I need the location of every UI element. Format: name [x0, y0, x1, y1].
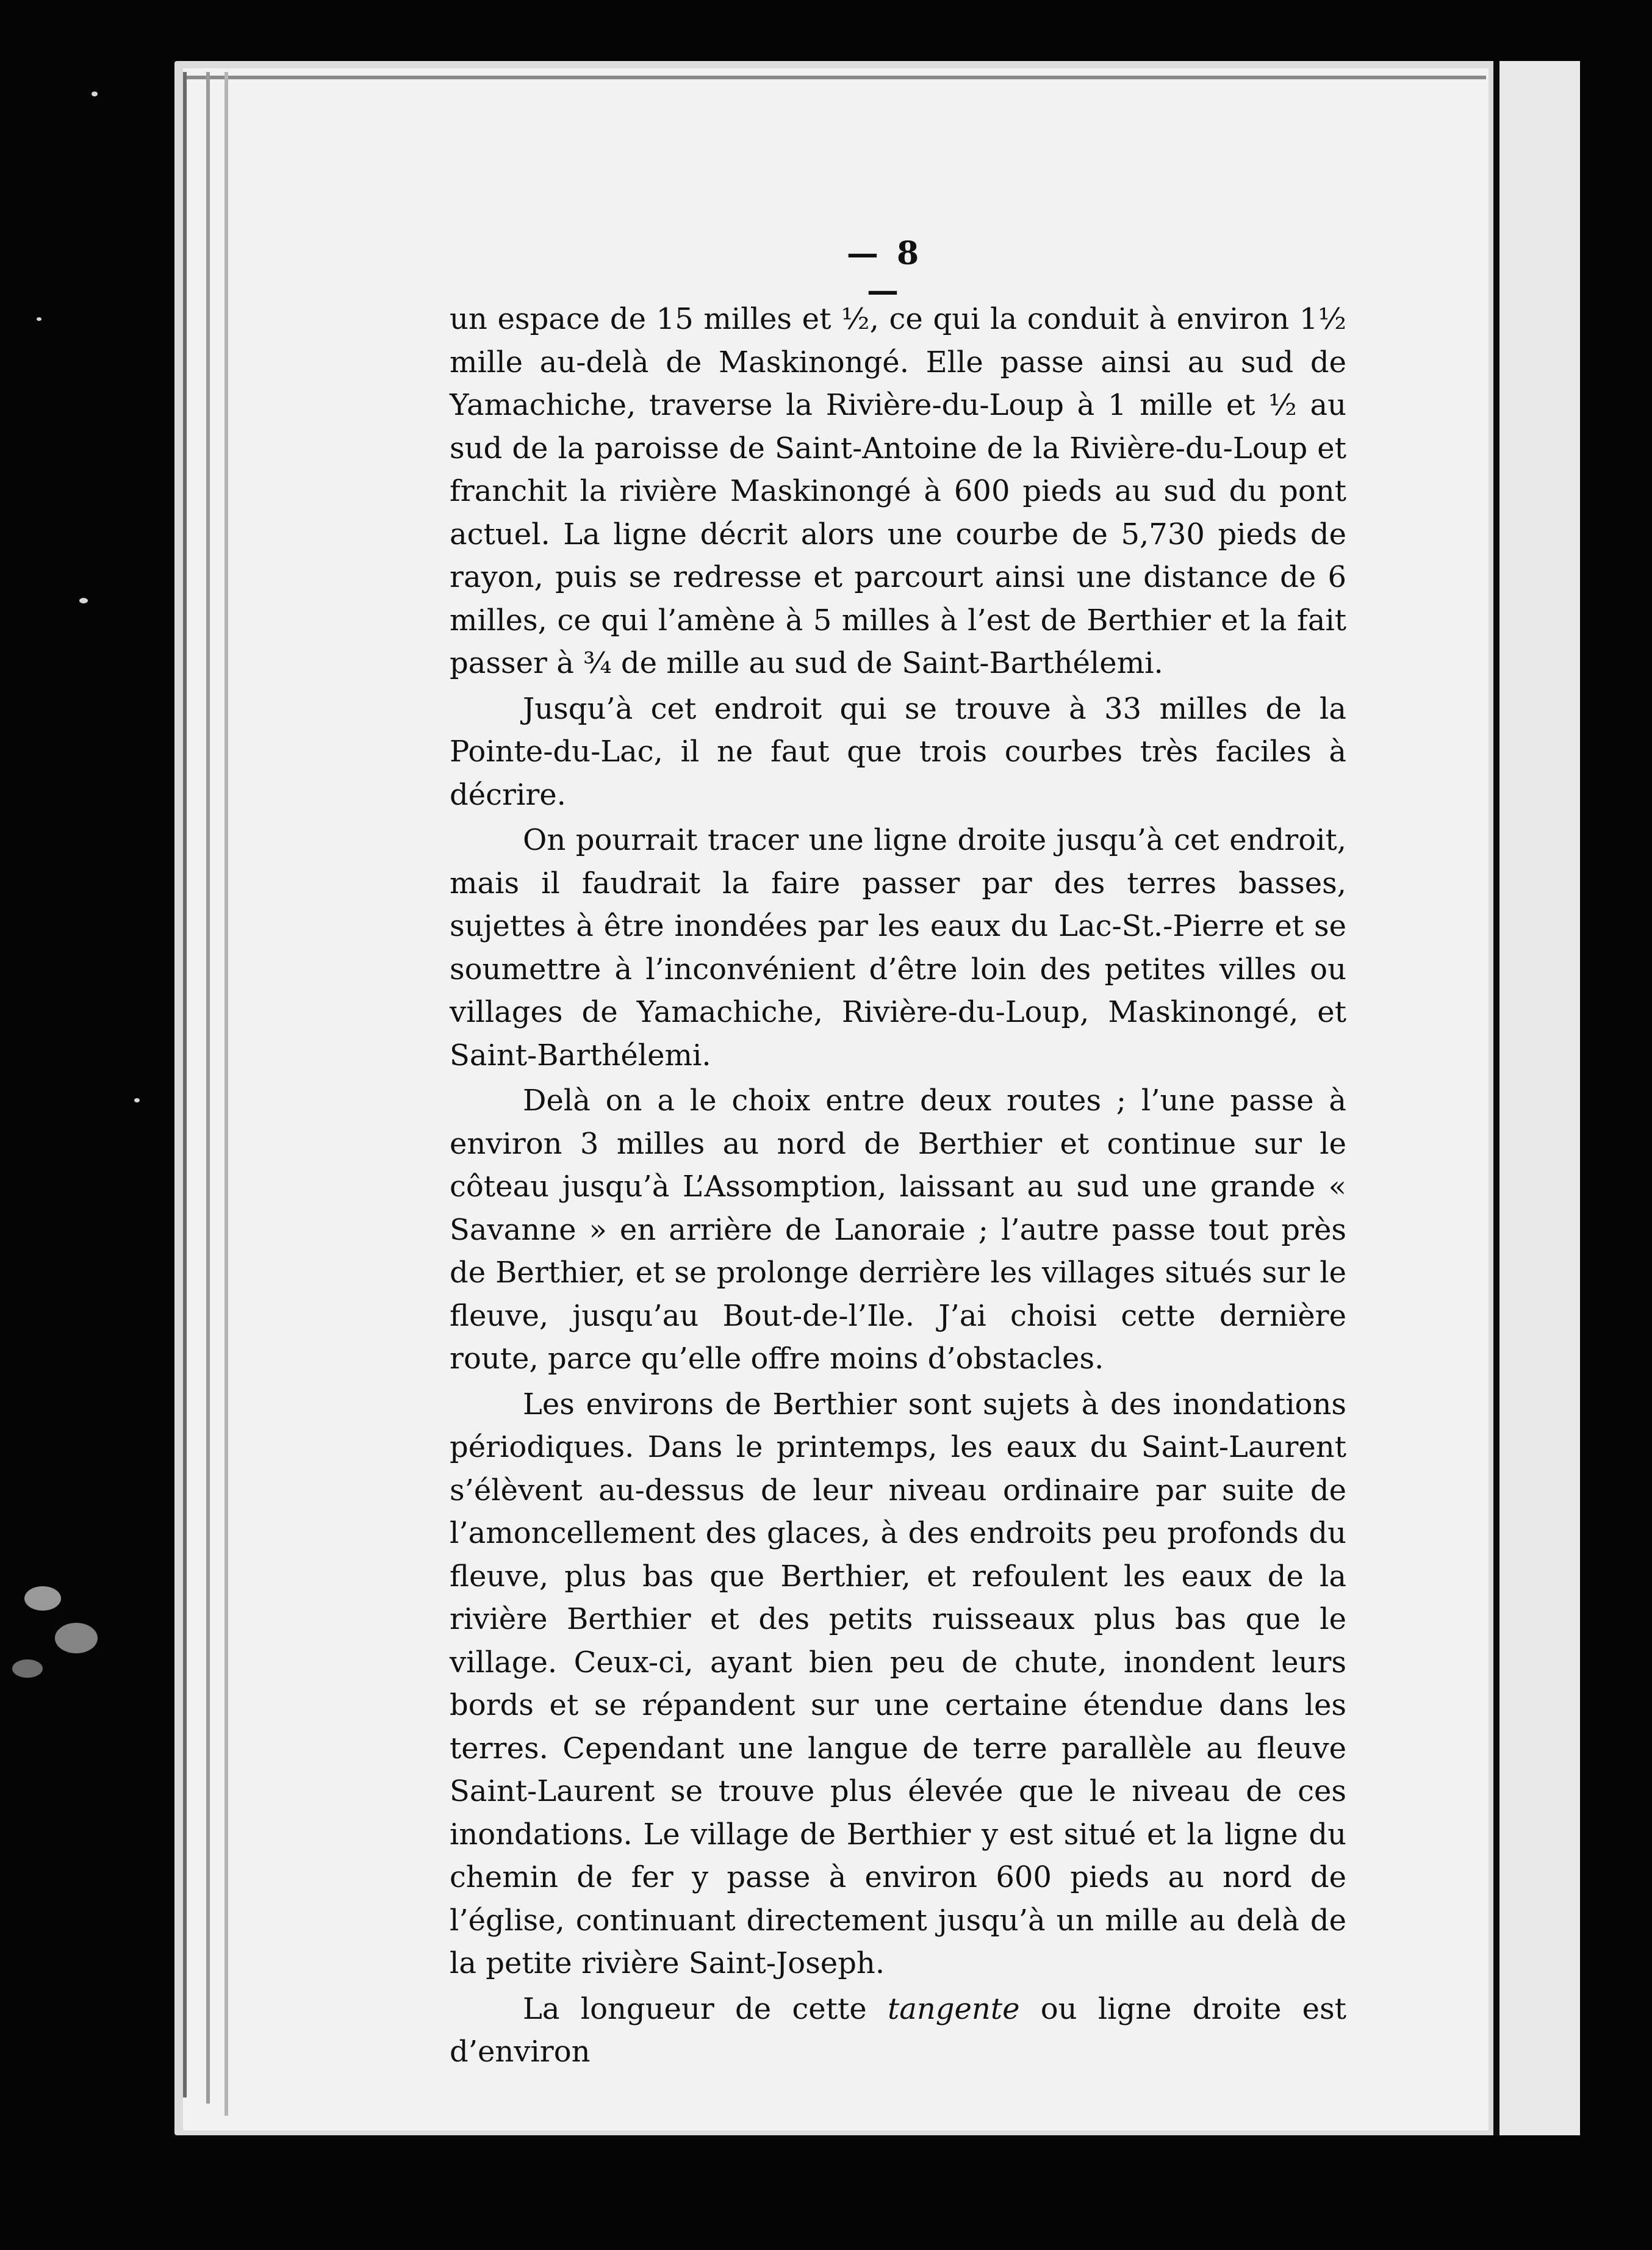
italic-term: tangente: [887, 1991, 1020, 2026]
page-top-edge: [187, 76, 1486, 79]
paragraph: On pourrait tracer une ligne droite jusqu’à cet endroit, mais il faudrait la faire passer par des terres basses, sujettes à être inondées par les eaux du Lac-St.-Pierre et se soumettre à l’inconvénient d’être loin des petites villes ou villages de Yamachiche, Rivière-du-Loup, Maskinongé, et Saint-Barthélemi.: [450, 823, 1346, 1073]
paragraph: Jusqu’à cet endroit qui se trouve à 33 milles de la Pointe-du-Lac, il ne faut que trois courbes très faciles à décrire.: [450, 691, 1346, 812]
paragraph-text: La longueur de cette: [523, 1991, 888, 2026]
scan-speck: [24, 1586, 61, 1611]
scan-speck: [134, 1098, 140, 1102]
scan-speck: [92, 92, 98, 96]
scan-border: [1580, 61, 1652, 2135]
page-left-edge-line: [224, 72, 228, 2116]
paragraph-text: ou ligne droite est d’environ: [450, 1991, 1346, 2069]
scan-speck: [79, 598, 88, 603]
scan-speck: [55, 1623, 98, 1653]
page-number: — 8 —: [846, 235, 923, 309]
paragraph: Les environs de Berthier sont sujets à des inondations périodiques. Dans le printemps, les eaux du Saint-Laurent s’élèvent au-dessus de leur niveau ordinaire par suite de l’amoncellement des glaces, à des endroits peu profonds du fleuve, plus bas que Berthier, et refoulent les eaux de la rivière Berthier et des petits ruisseaux plus bas que le village. Ceux-ci, ayant bien peu de chute, inondent leurs bords et se répandent sur une certaine étendue dans les terres. Cependant une langue de terre parallèle au fleuve Saint-Laurent se trouve plus élevée que le niveau de ces inondations. Le village de Berthier y est situé et la ligne du chemin de fer y passe à environ 600 pieds au nord de l’église, continuant directement jusqu’à un mille au delà de la petite rivière Saint-Joseph.: [450, 1387, 1346, 1980]
body-text: [450, 298, 1346, 2074]
paragraph: [450, 1988, 1346, 2074]
scan-speck: [37, 317, 41, 321]
page-left-edge-line: [183, 72, 187, 2097]
gutter-divider: [1493, 61, 1499, 2135]
paragraph: un espace de 15 milles et ½, ce qui la conduit à environ 1½ mille au-delà de Maskinongé. Elle passe ainsi au sud de Yamachiche, traverse la Rivière-du-Loup à 1 mille et ½ au sud de la paroisse de Saint-Antoine de la Rivière-du-Loup et franchit la rivière Maskinongé à 600 pieds au sud du pont actuel. La ligne décrit alors une courbe de 5,730 pieds de rayon, puis se redresse et parcourt ainsi une distance de 6 milles, ce qui l’amène à 5 milles à l’est de Berthier et la fait passer à ¾ de mille au sud de Saint-Barthélemi.: [450, 302, 1346, 680]
scan-speck: [12, 1659, 43, 1678]
page-left-edge-line: [206, 72, 210, 2104]
paragraph: Delà on a le choix entre deux routes ; l’une passe à environ 3 milles au nord de Berthier et continue sur le côteau jusqu’à L’Assomption, laissant au sud une grande « Savanne » en arrière de Lanoraie ; l’autre passe tout près de Berthier, et se prolonge derrière les villages situés sur le fleuve, jusqu’au Bout-de-l’Ile. J’ai choisi cette dernière route, parce qu’elle offre moins d’obstacles.: [450, 1084, 1346, 1376]
